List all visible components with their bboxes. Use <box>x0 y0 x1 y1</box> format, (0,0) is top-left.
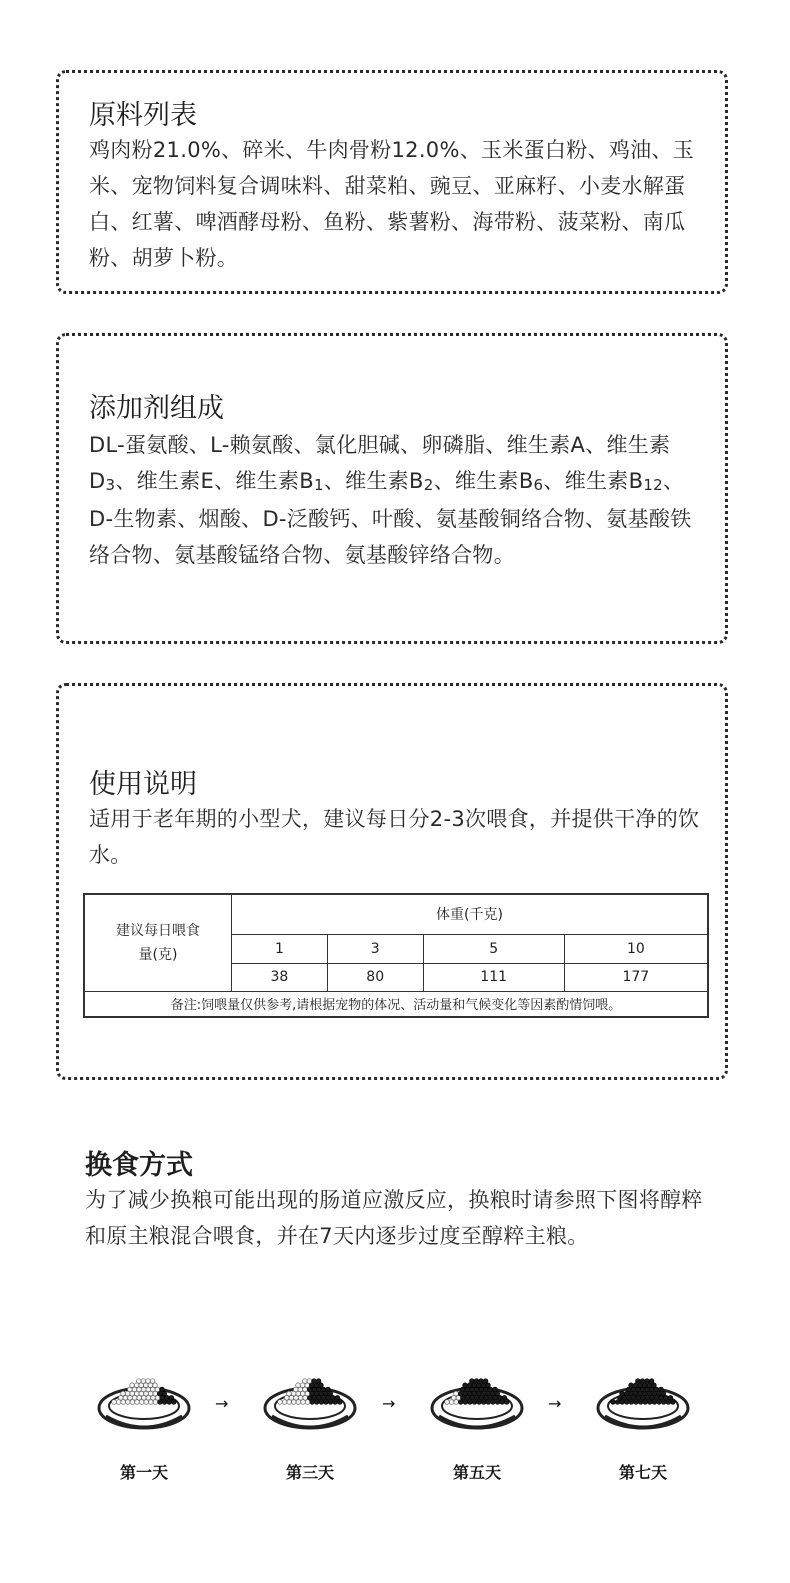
old-food-kibble <box>153 1383 158 1388</box>
feeding-row-header <box>84 894 232 991</box>
new-food-kibble <box>308 1396 313 1401</box>
new-food-kibble <box>461 1387 466 1392</box>
new-food-kibble <box>634 1391 639 1396</box>
old-food-kibble <box>153 1391 158 1396</box>
stage-day-1 <box>94 1368 194 1483</box>
old-food-kibble <box>289 1396 294 1401</box>
old-food-kibble <box>305 1400 310 1405</box>
new-food-kibble <box>338 1400 343 1405</box>
old-food-kibble <box>116 1400 121 1405</box>
new-food-kibble <box>627 1396 632 1401</box>
old-food-kibble <box>287 1400 292 1405</box>
new-food-kibble <box>664 1396 669 1401</box>
new-food-kibble <box>167 1400 172 1405</box>
new-food-kibble <box>465 1387 470 1392</box>
new-food-kibble <box>158 1400 163 1405</box>
new-food-kibble <box>491 1391 496 1396</box>
new-food-kibble <box>636 1379 641 1384</box>
new-food-kibble <box>486 1400 491 1405</box>
old-food-kibble <box>153 1400 158 1405</box>
food-bowl-icon <box>593 1368 693 1438</box>
new-food-kibble <box>165 1396 170 1401</box>
new-food-kibble <box>493 1396 498 1401</box>
new-food-kibble <box>477 1383 482 1388</box>
old-food-kibble <box>294 1387 299 1392</box>
new-food-kibble <box>657 1400 662 1405</box>
amount-cell: 177 <box>564 963 708 991</box>
new-food-kibble <box>638 1391 643 1396</box>
new-food-kibble <box>461 1396 466 1401</box>
old-food-kibble <box>303 1396 308 1401</box>
amount-cell: 111 <box>423 963 564 991</box>
new-food-kibble <box>472 1383 477 1388</box>
new-food-kibble <box>307 1387 312 1392</box>
weight-cell: 3 <box>327 934 423 963</box>
new-food-kibble <box>495 1391 500 1396</box>
old-food-kibble <box>139 1383 144 1388</box>
old-food-kibble <box>287 1391 292 1396</box>
new-food-kibble <box>631 1387 636 1392</box>
ingredients-panel <box>56 70 728 294</box>
new-food-kibble <box>643 1391 648 1396</box>
new-food-kibble <box>650 1387 655 1392</box>
new-food-kibble <box>620 1391 625 1396</box>
stage-label: 第三天 <box>285 1463 334 1482</box>
new-food-kibble <box>652 1383 657 1388</box>
new-food-kibble <box>622 1396 627 1401</box>
old-food-kibble <box>130 1383 135 1388</box>
old-food-kibble <box>305 1391 310 1396</box>
new-food-kibble <box>317 1396 322 1401</box>
old-food-kibble <box>445 1400 450 1405</box>
new-food-kibble <box>627 1387 632 1392</box>
weight-cell: 1 <box>232 934 328 963</box>
old-food-kibble <box>144 1400 149 1405</box>
food-bowl-icon <box>427 1368 527 1438</box>
new-food-kibble <box>481 1391 486 1396</box>
new-food-kibble <box>481 1383 486 1388</box>
new-food-kibble <box>470 1379 475 1384</box>
old-food-kibble <box>456 1396 461 1401</box>
new-food-kibble <box>467 1383 472 1388</box>
new-food-kibble <box>668 1396 673 1401</box>
new-food-kibble <box>636 1387 641 1392</box>
old-food-kibble <box>130 1391 135 1396</box>
additives-text: DL-蛋氨酸、L-赖氨酸、氯化胆碱、卵磷脂、维生素A、维生素$D_3$、维生素E、维生素$B_1$、维生素$B_2$、维生素$B_6$、维生素$B_{12}$、D-生物素、烟酸、D-泛酸钙、叶酸、氨基酸铜络合物、氨基酸铁络合物、氨基酸锰络合物、氨基酸锌络合物。 <box>89 433 692 567</box>
new-food-kibble <box>331 1396 336 1401</box>
new-food-kibble <box>321 1387 326 1392</box>
new-food-kibble <box>475 1396 480 1401</box>
old-food-kibble <box>112 1400 117 1405</box>
new-food-kibble <box>633 1383 638 1388</box>
old-food-kibble <box>303 1387 308 1392</box>
new-food-kibble <box>671 1400 676 1405</box>
old-food-kibble <box>294 1396 299 1401</box>
new-food-kibble <box>470 1396 475 1401</box>
new-food-kibble <box>319 1391 324 1396</box>
new-food-kibble <box>629 1400 634 1405</box>
new-food-kibble <box>324 1400 329 1405</box>
new-food-kibble <box>160 1387 165 1392</box>
food-bowl-icon <box>260 1368 360 1438</box>
new-food-kibble <box>472 1391 477 1396</box>
new-food-kibble <box>638 1383 643 1388</box>
old-food-kibble <box>301 1391 306 1396</box>
old-food-kibble <box>452 1396 457 1401</box>
new-food-kibble <box>488 1387 493 1392</box>
stage-label: 第七天 <box>618 1463 667 1482</box>
new-food-kibble <box>463 1391 468 1396</box>
new-food-kibble <box>328 1391 333 1396</box>
new-food-kibble <box>636 1396 641 1401</box>
transition-text: 为了减少换粮可能出现的肠道应激反应，换粮时请参照下图将醇粹和原主粮混合喂食，并在7天内逐步过度至醇粹主粮。 <box>85 1188 703 1248</box>
new-food-kibble <box>315 1400 320 1405</box>
new-food-kibble <box>488 1396 493 1401</box>
old-food-kibble <box>291 1391 296 1396</box>
new-food-kibble <box>643 1383 648 1388</box>
new-food-kibble <box>474 1387 479 1392</box>
new-food-kibble <box>162 1391 167 1396</box>
old-food-kibble <box>282 1400 287 1405</box>
new-food-kibble <box>477 1391 482 1396</box>
new-food-kibble <box>169 1396 174 1401</box>
new-food-kibble <box>319 1383 324 1388</box>
new-food-kibble <box>333 1400 338 1405</box>
stage-label: 第五天 <box>452 1463 501 1482</box>
new-food-kibble <box>479 1387 484 1392</box>
stage-day-3 <box>260 1368 360 1483</box>
old-food-kibble <box>454 1400 459 1405</box>
new-food-kibble <box>648 1400 653 1405</box>
usage-title: 使用说明 <box>89 769 197 800</box>
new-food-kibble <box>634 1400 639 1405</box>
food-bowl-icon <box>94 1368 194 1438</box>
old-food-kibble <box>130 1400 135 1405</box>
new-food-kibble <box>314 1391 319 1396</box>
old-food-kibble <box>298 1387 303 1392</box>
usage-text: 适用于老年期的小型犬，建议每日分2-3次喂食，并提供干净的饮水。 <box>89 807 700 867</box>
new-food-kibble <box>158 1391 163 1396</box>
old-food-kibble <box>139 1400 144 1405</box>
old-food-kibble <box>148 1391 153 1396</box>
new-food-kibble <box>659 1387 664 1392</box>
old-food-kibble <box>139 1391 144 1396</box>
arrow-icon: → <box>548 1394 562 1413</box>
new-food-kibble <box>652 1391 657 1396</box>
usage-panel <box>56 683 728 1080</box>
weight-column-header: 体重(千克) <box>232 894 709 934</box>
new-food-kibble <box>629 1383 634 1388</box>
new-food-kibble <box>498 1396 503 1401</box>
old-food-kibble <box>301 1400 306 1405</box>
old-food-kibble <box>146 1379 151 1384</box>
new-food-kibble <box>647 1383 652 1388</box>
new-food-kibble <box>482 1400 487 1405</box>
old-food-kibble <box>119 1396 124 1401</box>
old-food-kibble <box>151 1396 156 1401</box>
old-food-kibble <box>307 1379 312 1384</box>
old-food-kibble <box>141 1387 146 1392</box>
old-food-kibble <box>128 1396 133 1401</box>
arrow-icon: → <box>382 1394 396 1413</box>
old-food-kibble <box>278 1400 283 1405</box>
old-food-kibble <box>296 1400 301 1405</box>
new-food-kibble <box>631 1396 636 1401</box>
new-food-kibble <box>629 1391 634 1396</box>
old-food-kibble <box>300 1383 305 1388</box>
new-food-kibble <box>335 1396 340 1401</box>
new-food-kibble <box>484 1387 489 1392</box>
stage-day-5 <box>427 1368 527 1483</box>
new-food-kibble <box>661 1391 666 1396</box>
new-food-kibble <box>486 1391 491 1396</box>
new-food-kibble <box>654 1387 659 1392</box>
new-food-kibble <box>314 1383 319 1388</box>
feeding-note: 备注:饲喂量仅供参考,请根据宠物的体况、活动量和气候变化等因素酌情饲喂。 <box>84 991 708 1017</box>
old-food-kibble <box>449 1400 454 1405</box>
old-food-kibble <box>142 1396 147 1401</box>
new-food-kibble <box>647 1391 652 1396</box>
new-food-kibble <box>328 1400 333 1405</box>
amount-cell: 38 <box>232 963 328 991</box>
new-food-kibble <box>643 1400 648 1405</box>
old-food-kibble <box>146 1387 151 1392</box>
new-food-kibble <box>620 1400 625 1405</box>
old-food-kibble <box>125 1391 130 1396</box>
old-food-kibble <box>305 1383 310 1388</box>
new-food-kibble <box>502 1396 507 1401</box>
new-food-kibble <box>319 1400 324 1405</box>
amount-cell: 80 <box>327 963 423 991</box>
new-food-kibble <box>625 1400 630 1405</box>
old-food-kibble <box>121 1391 126 1396</box>
stage-day-7 <box>593 1368 693 1483</box>
new-food-kibble <box>160 1396 165 1401</box>
new-food-kibble <box>493 1387 498 1392</box>
new-food-kibble <box>326 1396 331 1401</box>
new-food-kibble <box>638 1400 643 1405</box>
old-food-kibble <box>134 1383 139 1388</box>
feeding-row-header-text: 建议每日喂食量(克) <box>116 922 200 963</box>
new-food-kibble <box>463 1400 468 1405</box>
new-food-kibble <box>640 1379 645 1384</box>
old-food-kibble <box>155 1387 160 1392</box>
old-food-kibble <box>135 1400 140 1405</box>
new-food-kibble <box>479 1379 484 1384</box>
old-food-kibble <box>135 1391 140 1396</box>
new-food-kibble <box>645 1387 650 1392</box>
new-food-kibble <box>312 1396 317 1401</box>
new-food-kibble <box>468 1400 473 1405</box>
old-food-kibble <box>303 1379 308 1384</box>
old-food-kibble <box>132 1387 137 1392</box>
old-food-kibble <box>144 1383 149 1388</box>
old-food-kibble <box>296 1391 301 1396</box>
new-food-kibble <box>477 1400 482 1405</box>
new-food-kibble <box>474 1379 479 1384</box>
new-food-kibble <box>479 1396 484 1401</box>
new-food-kibble <box>310 1400 315 1405</box>
new-food-kibble <box>483 1379 488 1384</box>
old-food-kibble <box>155 1396 160 1401</box>
additives-title: 添加剂组成 <box>89 393 224 424</box>
old-food-kibble <box>137 1396 142 1401</box>
weight-cell: 10 <box>564 934 708 963</box>
new-food-kibble <box>465 1396 470 1401</box>
new-food-kibble <box>618 1396 623 1401</box>
new-food-kibble <box>666 1400 671 1405</box>
old-food-kibble <box>137 1387 142 1392</box>
old-food-kibble <box>141 1379 146 1384</box>
new-food-kibble <box>661 1400 666 1405</box>
new-food-kibble <box>624 1391 629 1396</box>
new-food-kibble <box>172 1400 177 1405</box>
arrow-icon: → <box>215 1394 229 1413</box>
new-food-kibble <box>468 1391 473 1396</box>
new-food-kibble <box>458 1391 463 1396</box>
new-food-kibble <box>486 1383 491 1388</box>
new-food-kibble <box>316 1379 321 1384</box>
ingredients-title: 原料列表 <box>89 100 197 131</box>
transition-title: 换食方式 <box>85 1150 193 1181</box>
new-food-kibble <box>611 1400 616 1405</box>
new-food-kibble <box>312 1387 317 1392</box>
feeding-table <box>83 893 709 1018</box>
new-food-kibble <box>641 1396 646 1401</box>
new-food-kibble <box>310 1391 315 1396</box>
new-food-kibble <box>645 1379 650 1384</box>
new-food-kibble <box>500 1400 505 1405</box>
old-food-kibble <box>126 1400 131 1405</box>
new-food-kibble <box>659 1396 664 1401</box>
new-food-kibble <box>657 1391 662 1396</box>
old-food-kibble <box>144 1391 149 1396</box>
new-food-kibble <box>326 1387 331 1392</box>
new-food-kibble <box>615 1400 620 1405</box>
new-food-kibble <box>312 1379 317 1384</box>
new-food-kibble <box>654 1396 659 1401</box>
new-food-kibble <box>505 1400 510 1405</box>
new-food-kibble <box>650 1396 655 1401</box>
ingredients-text: 鸡肉粉21.0%、碎米、牛肉骨粉12.0%、玉米蛋白粉、鸡油、玉米、宠物饲料复合调味料、甜菜粕、豌豆、亚麻籽、小麦水解蛋白、红薯、啤酒酵母粉、鱼粉、紫薯粉、海带粉、菠菜粉、南瓜粉、胡萝卜粉。 <box>89 138 695 270</box>
old-food-kibble <box>148 1383 153 1388</box>
new-food-kibble <box>645 1396 650 1401</box>
old-food-kibble <box>137 1379 142 1384</box>
new-food-kibble <box>310 1383 315 1388</box>
new-food-kibble <box>162 1400 167 1405</box>
new-food-kibble <box>491 1400 496 1405</box>
new-food-kibble <box>495 1400 500 1405</box>
new-food-kibble <box>463 1383 468 1388</box>
new-food-kibble <box>324 1391 329 1396</box>
new-food-kibble <box>472 1400 477 1405</box>
old-food-kibble <box>146 1396 151 1401</box>
old-food-kibble <box>128 1387 133 1392</box>
new-food-kibble <box>649 1379 654 1384</box>
new-food-kibble <box>484 1396 489 1401</box>
old-food-kibble <box>285 1396 290 1401</box>
additives-text-source <box>59 336 60 337</box>
new-food-kibble <box>652 1400 657 1405</box>
stage-label: 第一天 <box>119 1463 168 1482</box>
old-food-kibble <box>123 1396 128 1401</box>
old-food-kibble <box>121 1400 126 1405</box>
new-food-kibble <box>640 1387 645 1392</box>
additives-panel <box>56 333 728 644</box>
old-food-kibble <box>149 1400 154 1405</box>
old-food-kibble <box>296 1383 301 1388</box>
weight-cell: 5 <box>423 934 564 963</box>
old-food-kibble <box>292 1400 297 1405</box>
old-food-kibble <box>454 1391 459 1396</box>
old-food-kibble <box>151 1387 156 1392</box>
new-food-kibble <box>321 1396 326 1401</box>
new-food-kibble <box>459 1400 464 1405</box>
new-food-kibble <box>470 1387 475 1392</box>
new-food-kibble <box>317 1387 322 1392</box>
old-food-kibble <box>298 1396 303 1401</box>
old-food-kibble <box>150 1379 155 1384</box>
old-food-kibble <box>132 1396 137 1401</box>
